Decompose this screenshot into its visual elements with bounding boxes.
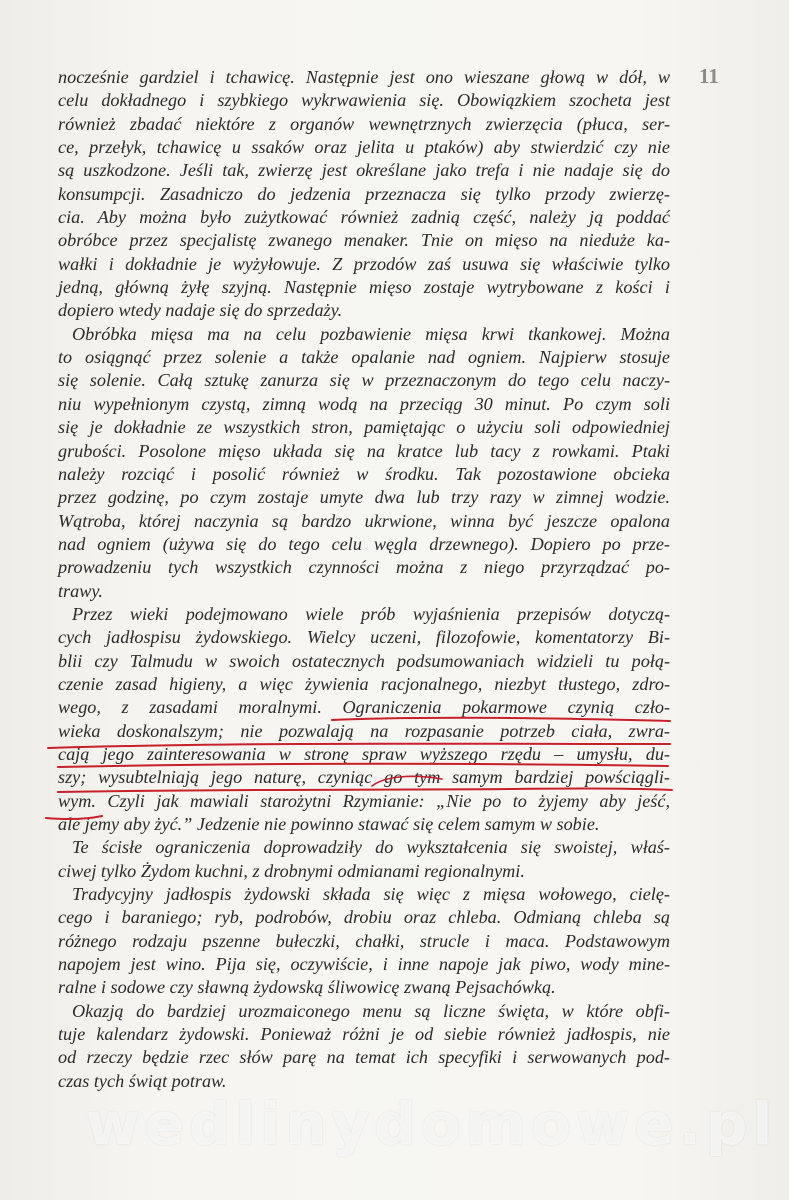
text-line: należy rozciąć i posolić również w środku. Tak pozostawione obcieka [58, 463, 670, 484]
text-line: napojem jest wino. Pija się, oczywiście, i inne napoje jak piwo, wody mine- [58, 954, 670, 975]
text-line: czenie zasad higieny, a więc żywienia racjonalnego, niezbyt tłustego, zdro- [58, 673, 670, 694]
text-line: ralne i sodowe czy sławną żydowską śliwowicę zwaną Pejsachówką. [58, 977, 556, 998]
text-line: są uszkodzone. Jeśli tak, zwierzę jest określane jako trefa i nie nadaje się do [58, 160, 670, 181]
paragraph-start: Przez wieki podejmowano wiele prób wyjaśnienia przepisów dotyczą- [72, 603, 670, 624]
text-line: ciwej tylko Żydom kuchni, z drobnymi odmianami regionalnymi. [58, 860, 525, 881]
text-line: wałki i dokładnie je wyżyłowuje. Z przodów zaś usuwa się właściwie tylko [58, 253, 670, 274]
text-line: różnego rodzaju pszenne bułeczki, chałki, strucle i maca. Podstawowym [58, 930, 670, 951]
underlined-line: wieka doskonalszym; nie pozwalają na rozpasanie potrzeb ciała, zwra- [58, 720, 670, 741]
text-line: grubości. Posolone mięso układa się na kratce lub tacy z rowkami. Ptaki [58, 440, 670, 461]
text-line: konsumpcji. Zasadniczo do jedzenia przeznacza się tylko przody zwierzę- [58, 183, 670, 204]
text-line: nad ogniem (używa się do tego celu węgla drzewnego). Dopiero po prze- [58, 533, 670, 554]
text-line: ce, przełyk, tchawicę u ssaków oraz jelita u ptaków) aby stwierdzić czy nie [58, 137, 670, 158]
paragraph-start: Obróbka mięsa ma na celu pozbawienie mięsa krwi tkankowej. Można [72, 323, 670, 344]
text-line: od rzeczy będzie rzec słów parę na temat ich specyfiki i serwowanych pod- [58, 1047, 670, 1068]
text-line: tuje kalendarz żydowski. Ponieważ różni je od siebie również jadłospis, nie [58, 1024, 670, 1045]
paragraph-start: Te ścisłe ograniczenia doprowadziły do wykształcenia się swoistej, właś- [72, 837, 670, 858]
text-line: przez godzinę, po czym zostaje umyte dwa lub trzy razy w zimnej wodzie. [58, 487, 670, 508]
text-line: jedną, główną żyłę szyjną. Następnie mięso zostaje wytrybowane z kości i [58, 277, 670, 298]
text-line: również zbadać niektóre z organów wewnętrznych zwierzęcia (płuca, ser- [58, 113, 670, 134]
text-line: celu dokładnego i szybkiego wykrwawienia się. Obowiązkiem szocheta jest [58, 90, 670, 111]
text-line: się solenie. Całą sztukę zanurza się w przeznaczonym do tego celu naczy- [58, 370, 670, 391]
text-line: cego i baraniego; ryb, podrobów, drobiu oraz chleba. Odmianą chleba są [58, 907, 670, 928]
text-line: czas tych świąt potraw. [58, 1070, 227, 1091]
underlined-line: szy; wysubtelniają jego naturę, czyniąc go tym samym bardziej powściągli- [58, 767, 670, 788]
underlined-line: wym. Czyli jak mawiali starożytni Rzymianie: „Nie po to żyjemy aby jeść, [58, 790, 670, 811]
text-line: dopiero wtedy nadaje się do sprzedaży. [58, 300, 343, 321]
underlined-line: cają jego zainteresowania w stronę spraw wyższego rzędu – umysłu, du- [58, 743, 670, 764]
text-line: nocześnie gardziel i tchawicę. Następnie jest ono wieszane głową w dół, w [58, 67, 670, 87]
watermark: wedlinydomowe.pl [86, 1090, 778, 1158]
text-line: niu wypełnionym czystą, zimną wodą na przeciąg 30 minut. Po czym soli [58, 393, 670, 414]
paragraph-start: Okazją do bardziej urozmaiconego menu są liczne święta, w które obfi- [72, 1000, 670, 1021]
text-line: ale jemy aby żyć.” Jedzenie nie powinno stawać się celem samym w sobie. [58, 814, 600, 834]
paragraph-start: Tradycyjny jadłospis żydowski składa się więc z mięsa wołowego, cielę- [72, 884, 670, 905]
text-line: wego, z zasadami moralnymi. Ograniczenia pokarmowe czynią czło- [58, 697, 670, 718]
text-line: cia. Aby można było zużytkować również zadnią część, należy ją poddać [58, 207, 670, 228]
text-line: to osiągnąć przez solenie a także opalanie nad ogniem. Najpierw stosuje [58, 347, 670, 368]
page-number: 11 [699, 64, 719, 88]
text-line: blii czy Talmudu w swoich ostatecznych podsumowaniach widzieli tu połą- [58, 650, 670, 671]
text-line: prowadzeniu tych wszystkich czynności można z niego przyrządzać po- [58, 557, 670, 578]
text-line: cych jadłospisu żydowskiego. Wielcy uczeni, filozofowie, komentatorzy Bi- [58, 627, 670, 648]
text-line: trawy. [58, 580, 103, 601]
body-text [58, 66, 670, 1093]
text-line: Wątroba, której naczynia są bardzo ukrwione, winna być jeszcze opalona [58, 510, 670, 531]
text-line: się je dokładnie ze wszystkich stron, pamiętając o użyciu soli odpowiedniej [58, 417, 670, 438]
text-line: obróbce przez specjalistę zwanego menaker. Tnie on mięso na nieduże ka- [58, 230, 670, 251]
